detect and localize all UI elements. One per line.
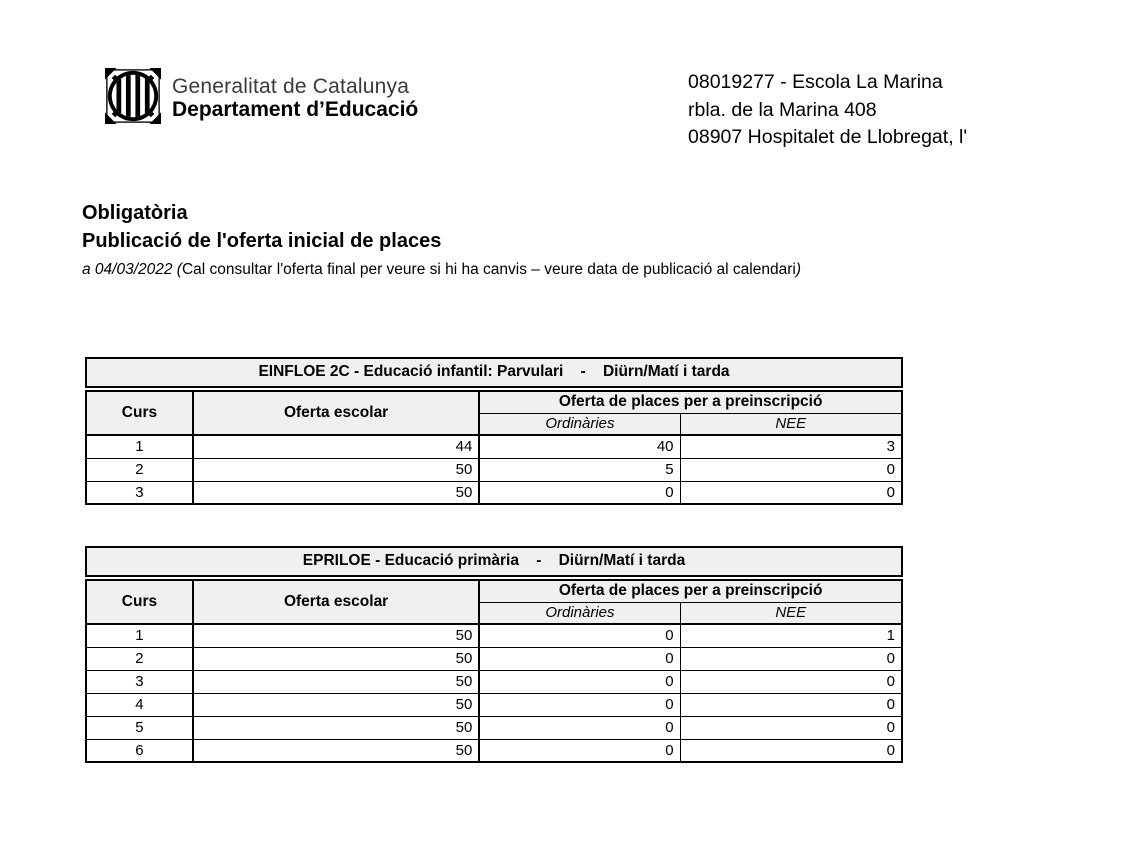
cell-ordinaries: 0 <box>479 693 680 716</box>
col-header-oferta: Oferta escolar <box>193 580 479 624</box>
brand-text <box>172 67 418 122</box>
cell-nee: 3 <box>680 435 902 458</box>
cell-oferta_escolar: 50 <box>193 458 479 481</box>
note-body: Cal consultar l'oferta final per veure si hi ha canvis – veure data de publicació al calendari <box>181 261 796 278</box>
col-header-nee: NEE <box>680 602 902 624</box>
col-header-ordinaries: Ordinàries <box>479 602 680 624</box>
cell-oferta_escolar: 50 <box>193 739 479 762</box>
cell-ordinaries: 0 <box>479 716 680 739</box>
cell-nee: 0 <box>680 647 902 670</box>
heading-line1: Obligatòria <box>82 202 188 224</box>
cell-ordinaries: 5 <box>479 458 680 481</box>
cell-curs: 1 <box>86 435 193 458</box>
cell-oferta_escolar: 50 <box>193 481 479 504</box>
col-header-ordinaries: Ordinàries <box>479 413 680 435</box>
note-close: ) <box>795 261 801 278</box>
col-header-group: Oferta de places per a preinscripció <box>479 391 902 413</box>
table-row <box>86 739 902 762</box>
table-header <box>86 580 902 624</box>
col-header-group: Oferta de places per a preinscripció <box>479 580 902 602</box>
cell-nee: 0 <box>680 693 902 716</box>
cell-curs: 2 <box>86 458 193 481</box>
dept-name: Departament d’Educació <box>172 98 419 121</box>
cell-curs: 3 <box>86 670 193 693</box>
table-row <box>86 693 902 716</box>
cell-ordinaries: 40 <box>479 435 680 458</box>
note-date: a 04/03/2022 ( <box>82 261 182 278</box>
cell-oferta_escolar: 50 <box>193 647 479 670</box>
col-header-nee: NEE <box>680 413 902 435</box>
table-row <box>86 435 902 458</box>
cell-oferta_escolar: 50 <box>193 624 479 647</box>
cell-oferta_escolar: 50 <box>193 693 479 716</box>
table-title: EINFLOE 2C - Educació infantil: Parvulari - Diürn/Matí i tarda <box>85 357 903 388</box>
table-row <box>86 670 902 693</box>
cell-nee: 1 <box>680 624 902 647</box>
table-row <box>86 716 902 739</box>
cell-curs: 2 <box>86 647 193 670</box>
cell-ordinaries: 0 <box>479 647 680 670</box>
org-name: Generalitat de Catalunya <box>172 75 410 98</box>
table-row <box>86 458 902 481</box>
cell-curs: 3 <box>86 481 193 504</box>
col-header-curs: Curs <box>86 580 193 624</box>
offer-table-primaria <box>85 546 903 763</box>
cell-ordinaries: 0 <box>479 739 680 762</box>
school-street: rbla. de la Marina 408 <box>688 98 877 121</box>
table-row <box>86 647 902 670</box>
cell-oferta_escolar: 50 <box>193 670 479 693</box>
cell-ordinaries: 0 <box>479 624 680 647</box>
table-title: EPRILOE - Educació primària - Diürn/Matí i tarda <box>85 546 903 577</box>
cell-nee: 0 <box>680 481 902 504</box>
heading-line2: Publicació de l'oferta inicial de places <box>82 230 442 252</box>
table-row <box>86 624 902 647</box>
table-header <box>86 391 902 435</box>
cell-curs: 4 <box>86 693 193 716</box>
cell-nee: 0 <box>680 670 902 693</box>
cell-curs: 6 <box>86 739 193 762</box>
cell-oferta_escolar: 44 <box>193 435 479 458</box>
col-header-oferta: Oferta escolar <box>193 391 479 435</box>
table-body <box>86 435 902 504</box>
cell-ordinaries: 0 <box>479 670 680 693</box>
cell-oferta_escolar: 50 <box>193 716 479 739</box>
document-heading <box>82 199 1062 280</box>
generalitat-coat-of-arms-icon <box>104 67 162 125</box>
school-code-name: 08019277 - Escola La Marina <box>688 71 943 93</box>
cell-nee: 0 <box>680 716 902 739</box>
school-address <box>688 69 967 152</box>
cell-curs: 1 <box>86 624 193 647</box>
publication-note <box>82 260 1062 280</box>
offer-table <box>85 390 903 505</box>
table-body <box>86 624 902 762</box>
offer-table-infantil <box>85 357 903 505</box>
cell-nee: 0 <box>680 739 902 762</box>
offer-table <box>85 579 903 763</box>
cell-ordinaries: 0 <box>479 481 680 504</box>
col-header-curs: Curs <box>86 391 193 435</box>
school-city: 08907 Hospitalet de Llobregat, l' <box>688 126 968 148</box>
cell-curs: 5 <box>86 716 193 739</box>
brand-header <box>104 67 418 125</box>
table-row <box>86 481 902 504</box>
cell-nee: 0 <box>680 458 902 481</box>
